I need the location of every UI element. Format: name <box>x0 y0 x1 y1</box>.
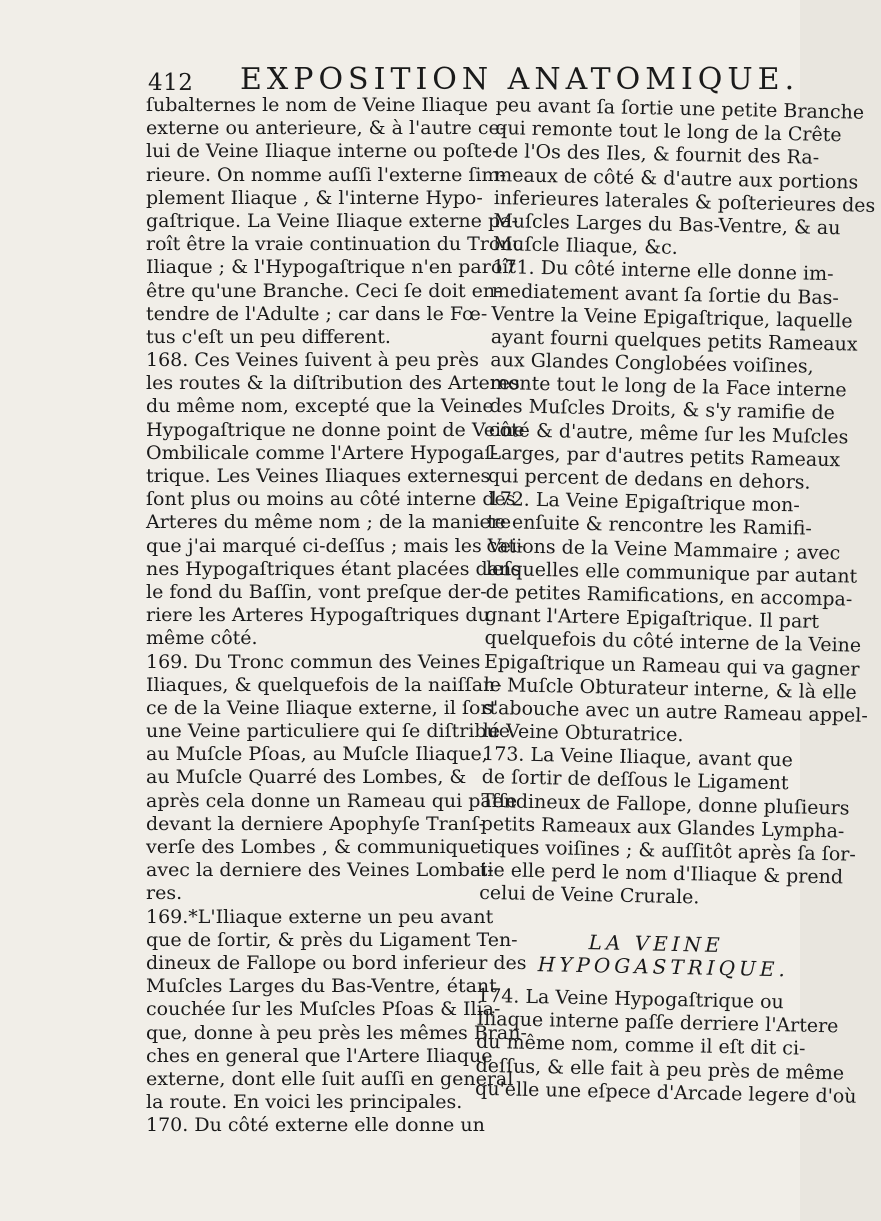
text-line: au Muſcle Quarré des Lombes, & <box>146 766 467 789</box>
text-line: ce de la Veine Iliaque externe, il ſort <box>146 696 498 719</box>
text-line: externe ou anterieure, & à l'autre ce- <box>146 117 507 140</box>
text-line: cations de la Veine Mammaire ; avec <box>486 534 841 564</box>
text-line: du même nom, comme il eſt dit ci- <box>475 1031 806 1061</box>
text-line: te enſuite & rencontre les Ramifi- <box>486 511 813 541</box>
text-line: que j'ai marqué ci-deſſus ; mais les Vei- <box>146 534 524 557</box>
text-line: de l'Os des Iles, & fournit des Ra- <box>494 140 820 170</box>
text-line: Epigaſtrique un Rameau qui va gagner <box>483 650 860 681</box>
text-line: plement Iliaque , & l'interne Hypo- <box>146 186 483 209</box>
text-line: gnant l'Artere Epigaſtrique. Il part <box>484 604 820 634</box>
text-line: des Muſcles Droits, & s'y ramifie de <box>489 395 836 425</box>
text-line: Hypogaſtrique ne donne point de Veine <box>146 418 525 441</box>
text-line: une Veine particuliere qui ſe diſtribue <box>146 720 511 743</box>
text-line: ſont plus ou moins au côté interne des <box>146 488 516 511</box>
text-line: 174. La Veine Hypogaſtrique ou <box>476 984 785 1014</box>
text-line: Muſcles Larges du Bas-Ventre, & au <box>493 209 841 240</box>
text-line: inferieures laterales & poſterieures des <box>493 186 876 217</box>
page-number: 412 <box>148 70 194 96</box>
text-line: s'abouche avec un autre Rameau appel- <box>482 696 868 727</box>
text-line: le Muſcle Obturateur interne, & là elle <box>483 673 857 704</box>
text-line: tendre de l'Adulte ; car dans le Fœ- <box>146 302 488 325</box>
text-line: Larges, par d'autres petits Rameaux <box>488 441 841 472</box>
text-line: gaſtrique. La Veine Iliaque externe pa- <box>146 209 518 232</box>
text-line: 169. Du Tronc commun des Veines <box>146 650 481 673</box>
text-line: 168. Ces Veines ſuivent à peu près <box>146 349 480 372</box>
text-line: Arteres du même nom ; de la maniere <box>146 511 512 534</box>
text-line: 173. La Veine Iliaque, avant que <box>481 743 794 772</box>
text-line: Iliaque interne paſſe derriere l'Artere <box>476 1007 839 1038</box>
text-line: externe, dont elle ſuit auſſi en general <box>146 1067 514 1090</box>
text-line: devant la derniere Apophyſe Tranſ- <box>146 812 485 835</box>
text-line: res. <box>146 882 183 905</box>
text-line: 172. La Veine Epigaſtrique mon- <box>487 488 801 517</box>
text-line: du même nom, excepté que la Veine <box>146 395 494 418</box>
text-line: lui de Veine Iliaque interne ou poſte- <box>146 140 499 163</box>
text-line: tus c'eſt un peu different. <box>146 325 391 348</box>
text-line: de petites Ramifications, en accompa- <box>485 580 853 611</box>
right-text-column <box>474 94 876 1108</box>
text-line: aux Glandes Conglobées voiſines, <box>490 349 814 378</box>
text-line: de ſortir de deſſous le Ligament <box>481 766 789 795</box>
text-line: mediatement avant ſa ſortie du Bas- <box>491 279 840 309</box>
text-line: avec la derniere des Veines Lombai- <box>146 859 494 882</box>
text-line: couchée ſur les Muſcles Pſoas & Ilia- <box>146 998 501 1021</box>
text-line: 171. Du côté interne elle donne im- <box>492 256 834 286</box>
text-line: 170. Du côté externe elle donne un <box>146 1114 485 1137</box>
text-line: nes Hypogaſtriques étant placées dans <box>146 557 522 580</box>
text-line: même côté. <box>146 627 258 650</box>
text-line: au Muſcle Pſoas, au Muſcle Iliaque, <box>146 743 488 766</box>
text-line: Ventre la Veine Epigaſtrique, laquelle <box>491 302 853 333</box>
text-line: Muſcles Larges du Bas-Ventre, étant <box>146 975 497 998</box>
text-line: la route. En voici les principales. <box>146 1091 463 1114</box>
text-line: Iliaque ; & l'Hypogaſtrique n'en paroît <box>146 256 516 279</box>
text-line: ayant fourni quelques petits Rameaux <box>490 325 858 356</box>
text-line: monte tout le long de la Face interne <box>489 372 847 402</box>
text-line: qui percent de dedans en dehors. <box>487 464 811 494</box>
text-line: les routes & la diſtribution des Arteres <box>146 372 520 395</box>
text-line: Tendineux de Fallope, donne pluſieurs <box>480 789 850 820</box>
text-line: rieure. On nomme auſſi l'externe ſim- <box>146 163 506 186</box>
text-line: qu'elle une eſpece d'Arcade legere d'où <box>474 1077 857 1108</box>
text-line: qui remonte tout le long de la Crête <box>495 117 842 147</box>
text-line: après cela donne un Rameau qui paſſe <box>146 789 518 812</box>
text-line: 169.*L'Iliaque externe un peu avant <box>146 905 494 928</box>
text-line: Ombilicale comme l'Artere Hypogaſ- <box>146 441 498 464</box>
text-line: Iliaques, & quelquefois de la naiſſan- <box>146 673 502 696</box>
text-line: petits Rameaux aux Glandes Lympha- <box>480 812 845 843</box>
text-line: Muſcle Iliaque, &c. <box>492 233 679 259</box>
text-line: leſquelles elle communique par autant <box>485 557 858 588</box>
text-line: quelquefois du côté interne de la Veine <box>484 627 862 658</box>
text-line: tie elle perd le nom d'Iliaque & prend <box>479 859 844 889</box>
text-line: dineux de Fallope ou bord inferieur des <box>146 951 527 974</box>
text-line: verſe des Lombes , & communique <box>146 836 482 858</box>
text-line: meaux de côté & d'autre aux portions <box>494 163 859 194</box>
text-line: lé Veine Obturatrice. <box>482 719 684 747</box>
text-line: peu avant ſa ſortie une petite Branche <box>495 94 865 124</box>
text-line: celui de Veine Crurale. <box>479 882 700 909</box>
section-title-line-1: LA VEINE <box>588 929 725 957</box>
left-text-column <box>146 94 527 1137</box>
text-line: trique. Les Veines Iliaques externes <box>146 465 491 487</box>
text-line: ches en general que l'Artere Iliaque <box>146 1044 493 1067</box>
text-line: que, donne à peu près les mêmes Bran- <box>146 1021 527 1044</box>
section-title-line-2: HYPOGASTRIQUE. <box>537 951 790 982</box>
right-text-block-b <box>474 984 857 1108</box>
text-line: côté & d'autre, même ſur les Muſcles <box>488 418 849 449</box>
text-line: deſſus, & elle fait à peu près de même <box>475 1054 845 1085</box>
text-line: tiques voiſines ; & auſſitôt après ſa ſor- <box>480 835 856 866</box>
text-line: que de ſortir, & près du Ligament Ten- <box>146 928 518 951</box>
right-text-block-a <box>479 94 876 912</box>
text-line: le fond du Baſſin, vont preſque der- <box>146 580 487 603</box>
text-line: riere les Arteres Hypogaſtriques du <box>146 604 490 627</box>
text-line: roît être la vraie continuation du Tronc <box>146 233 524 256</box>
text-line: ſubalternes le nom de Veine Iliaque <box>146 94 489 116</box>
running-title: EXPOSITION ANATOMIQUE. <box>240 62 800 97</box>
text-line: être qu'une Branche. Ceci ſe doit en- <box>146 279 502 302</box>
